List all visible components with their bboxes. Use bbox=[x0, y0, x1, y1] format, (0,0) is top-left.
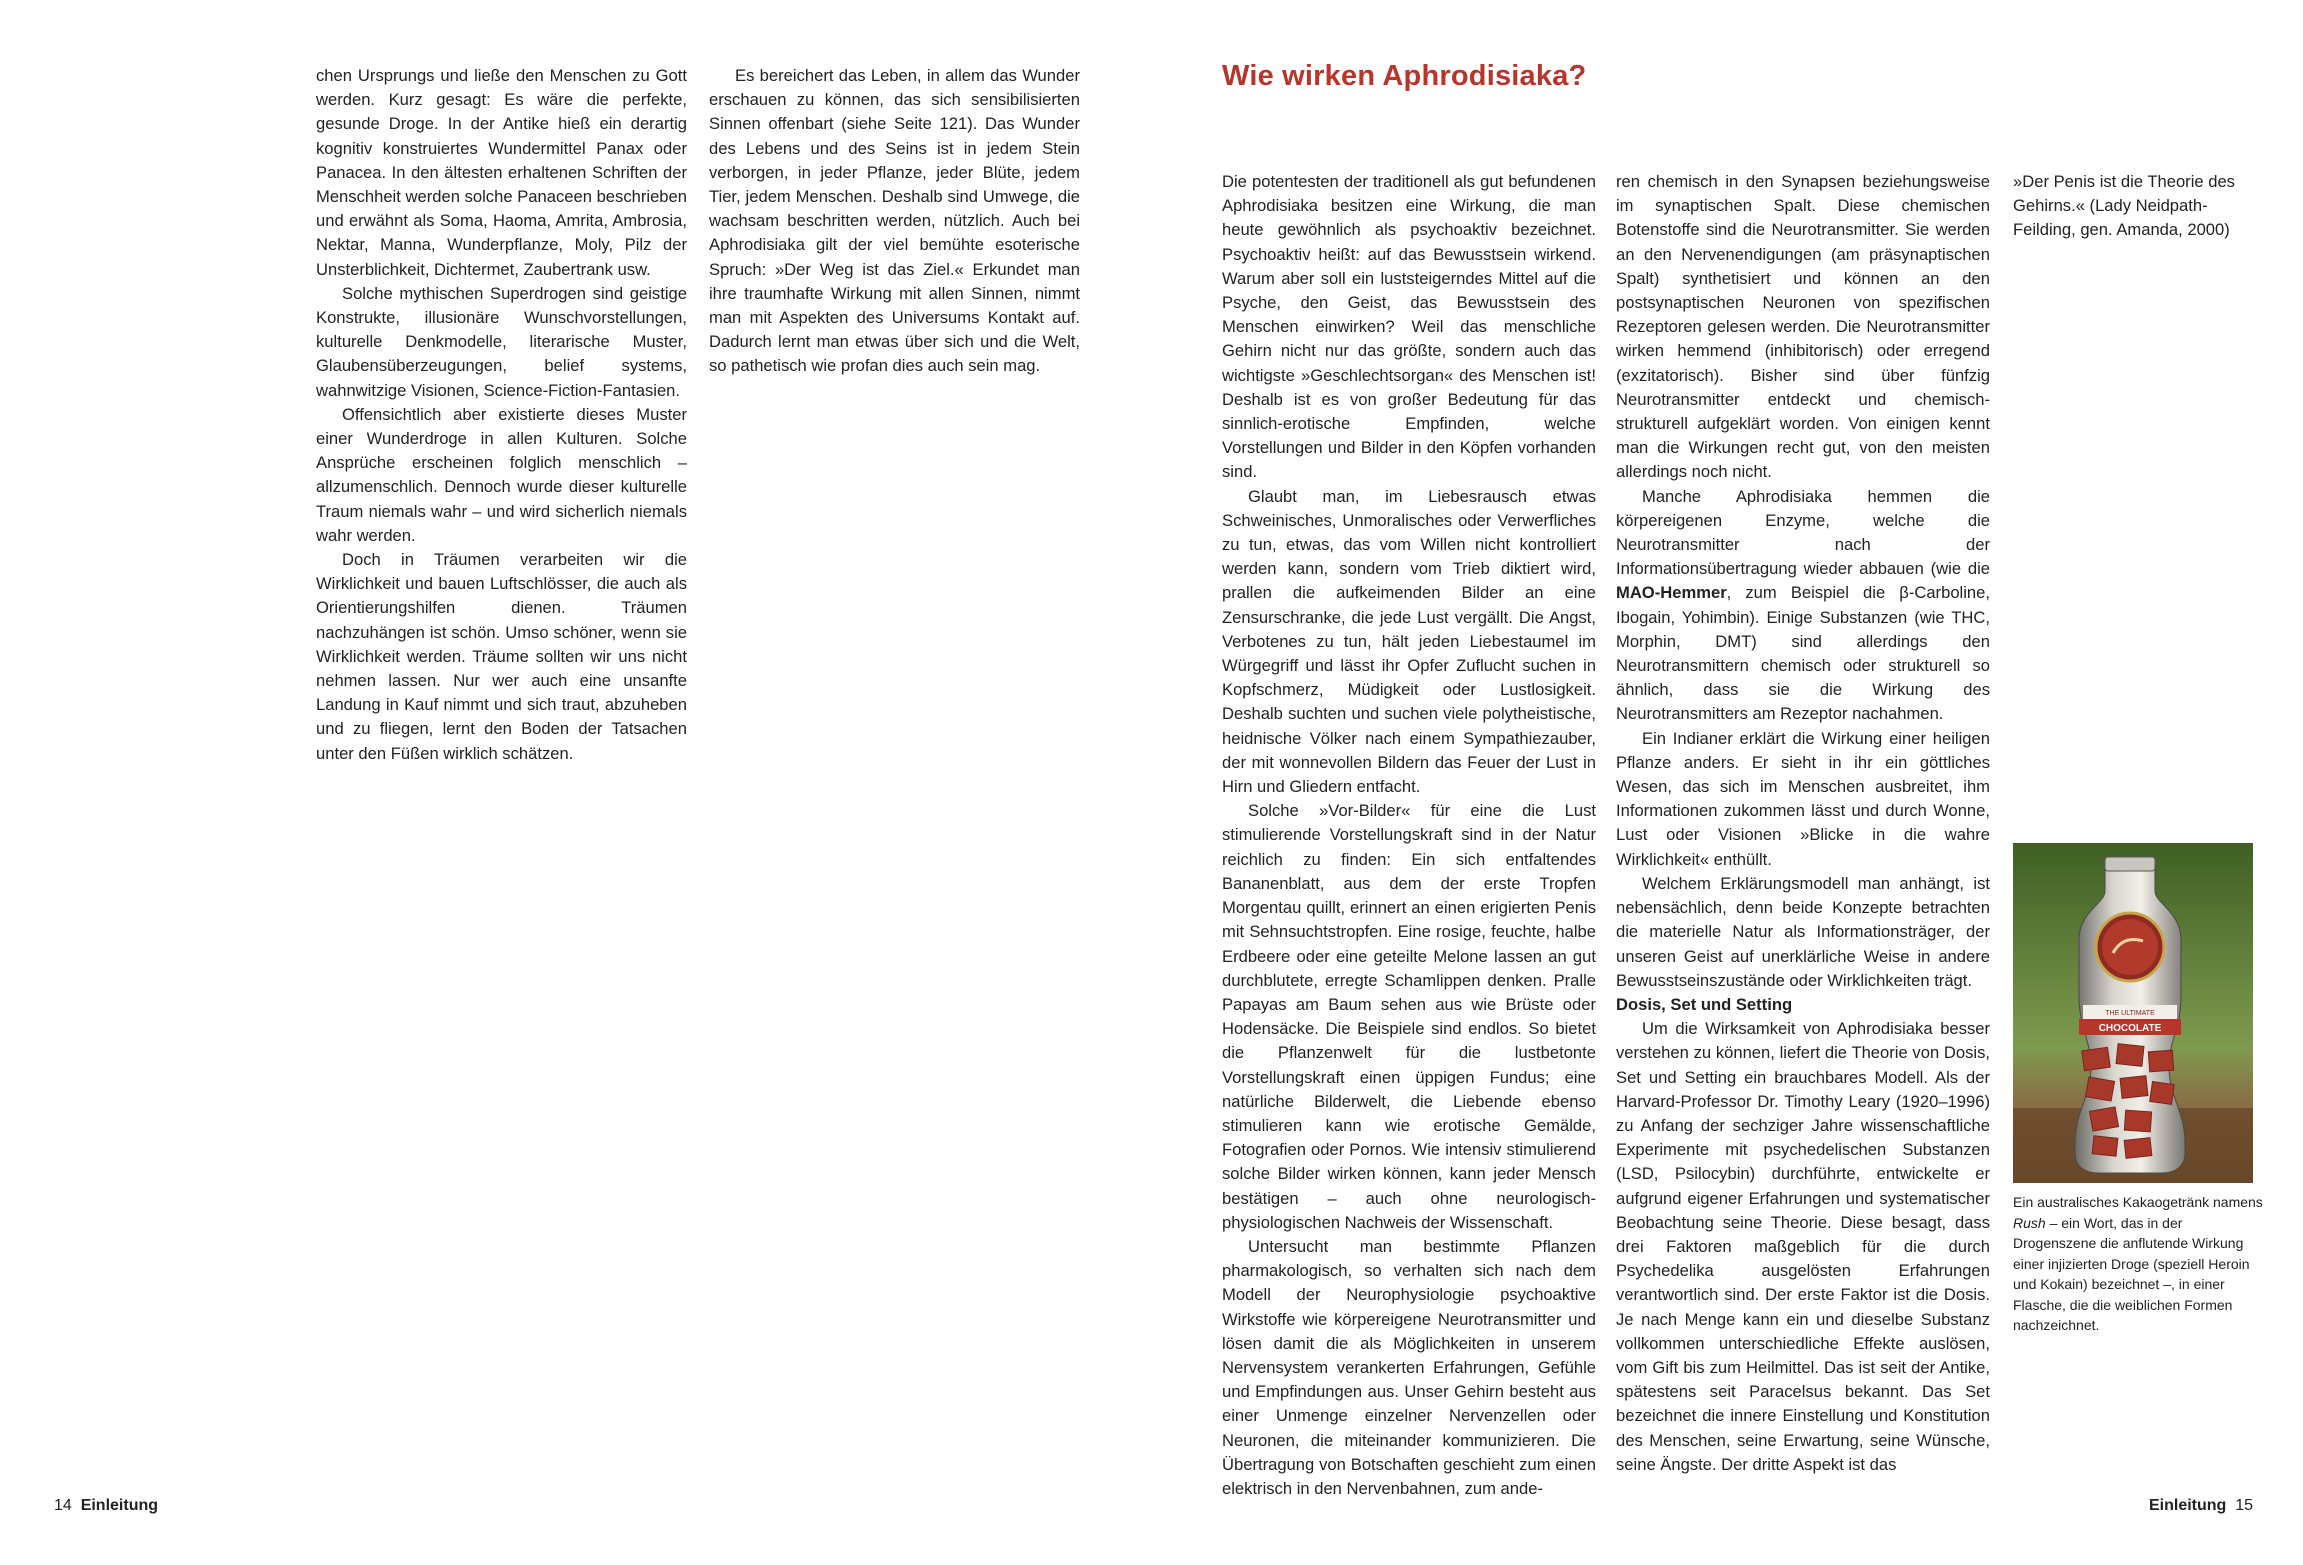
figure-caption: Ein australisches Kakaogetränk namens Rush – ein Wort, das in der Drogenszene die anflutende Wirkung einer injizierten Droge (speziell Heroin und Kokain) bezeichnet –, in einer Flasche, die die weiblichen Formen nachzeichnet. bbox=[2013, 1194, 2263, 1333]
mao-hemmer-term: MAO-Hemmer bbox=[1616, 583, 1727, 603]
left-page-column-2 bbox=[709, 64, 1080, 379]
caption-italic-rush: Rush bbox=[2013, 1214, 2046, 1231]
paragraph: Glaubt man, im Liebesrausch etwas Schweinisches, Unmoralisches oder Verwerfliches zu tun, etwas, das vom Willen nicht kontrolliert werden kann, sondern vom Trieb diktiert wird, prallen die aufkeimenden Bilder an eine Zensurschranke, die jede Lust vergällt. Die Angst, Verbotenes zu tun, hält jeden Liebestaumel im Würgegriff und lässt ihr Opfer Zuflucht suchen in Kopfschmerz, Müdigkeit oder Lustlosigkeit. Deshalb suchten und suchen viele polytheistische, heidnische Völker nach einem Sympathiezauber, der mit wonnevollen Bildern das Feuer der Lust in Hirn und Gliedern entfacht. bbox=[1222, 486, 1596, 797]
chapter-heading: Wie wirken Aphrodisiaka? bbox=[1222, 60, 1587, 92]
paragraph-mao: Manche Aphrodisiaka hemmen die körpereigenen Enzyme, welche die Neurotransmitter nach der Informationsübertragung wieder abbauen (wie die MAO-Hemmer, zum Beispiel die β-Carboline, Ibogain, Yohimbin). Einige Substanzen (wie THC, Morphin, DMT) sind allerdings den Neurotransmittern chemisch oder strukturell so ähnlich, dass sie die Wirkung des Neurotransmitters am Rezeptor nachahmen. bbox=[1616, 486, 1990, 724]
paragraph: Die potentesten der traditionell als gut befundenen Aphrodisiaka besitzen eine Wirkung, die man heute gewöhnlich als psychoaktiv bezeichnet. Psychoaktiv heißt: auf das Bewusstsein wirkend. Warum aber soll ein luststeigerndes Mittel auf die Psyche, den Geist, das Bewusstsein des Menschen einwirken? Weil das menschliche Gehirn nicht nur das größte, sondern auch das wichtigste »Geschlechtsorgan« des Menschen ist! Deshalb ist es von großer Bedeutung für das sinnlich-erotische Empfinden, welche Vorstellungen und Bilder in den Köpfen vorhanden sind. bbox=[1222, 172, 1596, 482]
paragraph: Solche mythischen Superdrogen sind geistige Konstrukte, illusionäre Wunschvorstellungen, kulturelle Denkmodelle, literarische Muster, Glaubensüberzeugungen, belief systems, wahnwitzige Visionen, Science-Fiction-Fantasien. bbox=[316, 283, 687, 400]
paragraph: Untersucht man bestimmte Pflanzen pharmakologisch, so verhalten sich nach dem Modell der Neurophysiologie psychoaktive Wirkstoffe wie körpereigene Neurotransmitter und lösen damit die als Möglichkeiten in unserem Nervensystem verankerten Erfahrungen, Gefühle und Empfindungen aus. Unser Gehirn besteht aus einer Unmenge einzelner Nervenzellen oder Neuronen, die miteinander kommunizieren. Die Übertragung von Botschaften geschieht zum einen elektrisch in den Nervenbahnen, zum ande- bbox=[1222, 1236, 1596, 1498]
bottle-label-top: THE ULTIMATE bbox=[2105, 1010, 2155, 1017]
paragraph: Doch in Träumen verarbeiten wir die Wirklichkeit und bauen Luftschlösser, die auch als Orientierungshilfen dienen. Träumen nachzuhängen ist schön. Umso schöner, wenn sie Wirklichkeit werden. Träume sollten wir uns nicht nehmen lassen. Nur wer auch eine unsanfte Landung in Kauf nimmt und sich traut, abzuheben und zu fliegen, lernt den Boden der Tatsachen unter den Füßen wirklich schätzen. bbox=[316, 550, 687, 763]
paragraph: chen Ursprungs und ließe den Menschen zu Gott werden. Kurz gesagt: Es wäre die perfekte, gesunde Droge. In der Antike hieß ein derartig kognitiv konstruiertes Wundermittel Panax oder Panacea. In den ältesten erhaltenen Schriften der Menschheit werden solche Panaceen beschrieben und erwähnt als Soma, Haoma, Amrita, Ambrosia, Nektar, Manna, Wunderpflanze, Moly, Pilz der Unsterblichkeit, Dichtermet, Zaubertrank usw. bbox=[316, 66, 687, 279]
quote: »Der Penis ist die Theorie des Gehirns.« (Lady Neidpath-Feilding, gen. Amanda, 2000) bbox=[2013, 172, 2235, 240]
running-head: Einleitung bbox=[80, 1497, 159, 1514]
right-page-column-3 bbox=[2013, 170, 2253, 243]
right-page-column-1 bbox=[1222, 170, 1596, 1501]
paragraph: Um die Wirksamkeit von Aphrodisiaka besser verstehen zu können, liefert die Theorie von Dosis, Set und Setting ein brauchbares Modell. Als der Harvard-Professor Dr. Timothy Leary (1920–1996) zu Anfang der sechziger Jahre wissenschaftliche Experimente mit psychedelischen Substanzen (LSD, Psilocybin) durchführte, entwickelte er aufgrund eigener Erfahrungen und systematischer Beobachtung seine Theorie. Diese besagt, dass drei Faktoren maßgeblich für die durch Psychedelika ausgelösten Erfahrungen verantwortlich sind. Der erste Faktor ist die Dosis. Je nach Menge kann ein und dieselbe Substanz vollkommen unterschiedliche Effekte auslösen, vom Gift bis zum Heilmittel. Das ist seit der Antike, spätestens seit Paracelsus bekannt. Das Set bezeichnet die innere Einstellung und Konstitution des Menschen, seine Erwartung, seine Wünsche, seine Ängste. Der dritte Aspekt ist das bbox=[1616, 1019, 1990, 1474]
page-footer-right bbox=[2149, 1497, 2253, 1515]
running-head: Einleitung bbox=[2148, 1497, 2227, 1514]
right-page-column-2 bbox=[1616, 170, 1990, 1477]
paragraph: ren chemisch in den Synapsen beziehungsweise im synaptischen Spalt. Diese chemischen Botenstoffe sind die Neurotransmitter. Sie werden an den Nervenendigungen (am präsynaptischen Spalt) synthetisiert und können an den postsynaptischen Neuronen von spezifischen Rezeptoren gelesen werden. Die Neurotransmitter wirken hemmend (inhibitorisch) oder erregend (exzitatorisch). Bisher sind über fünfzig Neurotransmitter entdeckt und chemisch-strukturell aufgeklärt worden. Von einigen kennt man die Wirkungen recht gut, von den meisten allerdings noch nicht. bbox=[1616, 172, 1990, 482]
paragraph: Solche »Vor-Bilder« für eine die Lust stimulierende Vorstellungskraft sind in der Natur reichlich zu finden: Ein sich entfaltendes Bananenblatt, aus dem der erste Tropfen Morgentau quillt, erinnert an einen erigierten Penis mit Sehnsuchtstropfen. Eine rosige, feuchte, halbe Erdbeere oder eine geteilte Melone lassen an gut durchblutete, erregte Schamlippen denken. Pralle Papayas am Baum sehen aus wie Brüste oder Hodensäcke. Die Beispiele sind endlos. So bietet die Pflanzenwelt für die lustbetonte Vorstellungskraft einen üppigen Fundus; eine natürliche Bilderwelt, die Liebende ebenso stimulieren kann wie erotische Gemälde, Fotografien oder Pornos. Wie intensiv stimulierend solche Bilder wirken können, kann jeder Mensch bestätigen – auch ohne neurologisch-physiologischen Nachweis der Wissenschaft. bbox=[1222, 801, 1596, 1232]
paragraph: Welchem Erklärungsmodell man anhängt, ist nebensächlich, denn beide Konzepte betrachten die materielle Natur als Informationsträger, der unseren Geist auf unerklärliche Weise in andere Bewusstseinszustände oder Wirklichkeiten trägt. bbox=[1616, 873, 1990, 990]
left-page-column-1 bbox=[316, 64, 687, 766]
paragraph: Offensichtlich aber existierte dieses Muster einer Wunderdroge in allen Kulturen. Solche Ansprüche erscheinen folglich menschlich – allzumenschlich. Dennoch wurde dieser kulturelle Traum niemals wahr – und wird sicherlich niemals wahr werden. bbox=[316, 404, 687, 545]
bottle-label-brand: CHOCOLATE bbox=[2098, 1023, 2162, 1034]
page-number: 14 bbox=[54, 1497, 72, 1514]
bottle-photo bbox=[2013, 843, 2253, 1183]
page-number: 15 bbox=[2235, 1497, 2253, 1514]
page-footer-left bbox=[54, 1497, 158, 1515]
section-subheading: Dosis, Set und Setting bbox=[1616, 994, 1793, 1014]
bottle-illustration bbox=[2013, 843, 2253, 1183]
paragraph: Es bereichert das Leben, in allem das Wunder erschauen zu können, das sich sensibilisierten Sinnen offenbart (siehe Seite 121). Das Wunder des Lebens und des Seins ist in jedem Stein verborgen, in jeder Pflanze, jeder Blüte, jedem Tier, jedem Menschen. Deshalb sind Umwege, die wachsam beschritten werden, nützlich. Auch bei Aphrodisiaka gilt der viel bemühte esoterische Spruch: »Der Weg ist das Ziel.« Erkundet man ihre traumhafte Wirkung mit allen Sinnen, nimmt man mit Aspekten des Universums Kontakt auf. Dadurch lernt man etwas über sich und die Welt, so pathetisch wie profan dies auch sein mag. bbox=[709, 66, 1080, 376]
paragraph: Ein Indianer erklärt die Wirkung einer heiligen Pflanze anders. Er sieht in ihr ein göttliches Wesen, das sich im Menschen ausbreitet, ihm Informationen zukommen lässt und durch Wonne, Lust oder Visionen »Blicke in die wahre Wirklichkeit« enthüllt. bbox=[1616, 728, 1990, 869]
